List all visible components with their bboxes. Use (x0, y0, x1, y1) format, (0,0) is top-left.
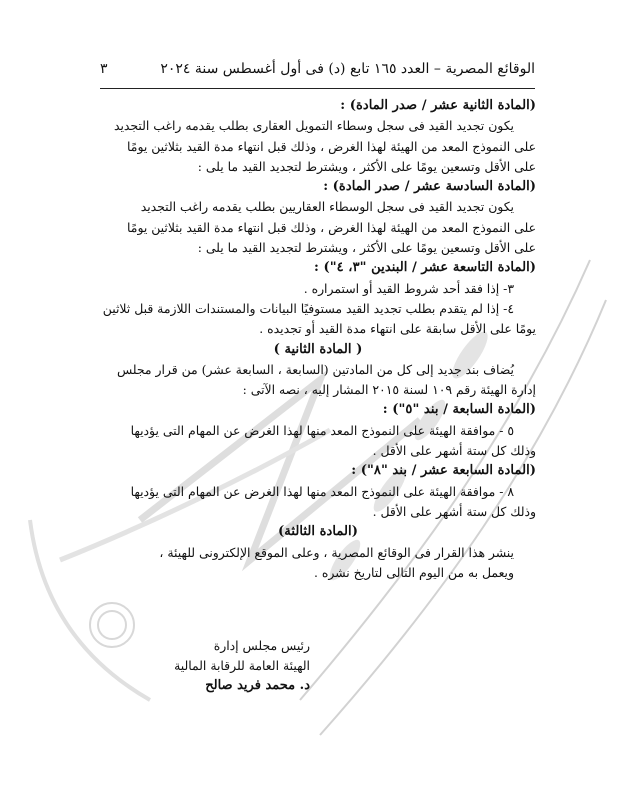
signatory-name: د. محمد فريد صالح (205, 678, 310, 693)
paragraph-line: وذلك كل ستة أشهر على الأقل . (372, 503, 536, 519)
header-title: الوقائع المصرية – العدد ١٦٥ تابع (د) فى أول أغسطس سنة ٢٠٢٤ (160, 61, 535, 77)
signatory-organization: الهيئة العامة للرقابة المالية (174, 658, 310, 673)
page-number: ٣ (100, 61, 108, 77)
paragraph-line: على النموذج المعد من الهيئة لهذا الغرض ، وذلك قبل انتهاء مدة القيد بثلاثين يومًا (127, 219, 536, 235)
paragraph-line: على الأقل وتسعين يومًا على الأكثر ، ويشترط لتجديد القيد ما يلى : (197, 158, 536, 174)
paragraph-line: ٨ - موافقة الهيئة على النموذج المعد منها لهذا الغرض عن المهام التى يؤديها (130, 483, 514, 499)
body-text (100, 96, 536, 583)
header-divider (100, 88, 535, 89)
article-heading: (المادة السابعة عشر / بند "٨") : (351, 463, 536, 479)
paragraph-line: يومًا على الأقل سابقة على انتهاء مدة القيد أو تجديده . (259, 321, 536, 337)
article-heading: (المادة السادسة عشر / صدر المادة) : (323, 179, 536, 195)
article-heading-centered: ( المادة الثانية ) (273, 341, 363, 357)
paragraph-line: وذلك كل ستة أشهر على الأقل . (372, 443, 536, 459)
article-heading: (المادة التاسعة عشر / البندين "٣، ٤") : (314, 260, 536, 276)
article-heading-centered: (المادة الثالثة) (278, 524, 358, 540)
paragraph-line: ٥ - موافقة الهيئة على النموذج المعد منها لهذا الغرض عن المهام التى يؤديها (130, 422, 514, 438)
paragraph-line: على الأقل وتسعين يومًا على الأكثر ، ويشترط لتجديد القيد ما يلى : (197, 240, 536, 256)
signature-block (100, 636, 310, 696)
paragraph-line: يُضاف بند جديد إلى كل من المادتين (السابعة ، السابعة عشر) من قرار مجلس (117, 361, 514, 377)
paragraph-line: يكون تجديد القيد فى سجل وسطاء التمويل العقارى بطلب يقدمه راغب التجديد (113, 118, 514, 134)
paragraph-line: ٣- إذا فقد أحد شروط القيد أو استمراره . (303, 280, 514, 296)
paragraph-line: ٤- إذا لم يتقدم بطلب تجديد القيد مستوفيًا البيانات والمستندات اللازمة قبل ثلاثين (102, 300, 514, 316)
signatory-role: رئيس مجلس إدارة (213, 638, 310, 653)
paragraph-line: ينشر هذا القرار فى الوقائع المصرية ، وعلى الموقع الإلكترونى للهيئة ، (159, 544, 514, 560)
paragraph-line: ويعمل به من اليوم التالى لتاريخ نشره . (313, 564, 514, 580)
paragraph-line: على النموذج المعد من الهيئة لهذا الغرض ، وذلك قبل انتهاء مدة القيد بثلاثين يومًا (127, 138, 536, 154)
article-heading: (المادة السابعة / بند "٥") : (382, 402, 536, 418)
article-heading: (المادة الثانية عشر / صدر المادة) : (340, 98, 536, 113)
page-header (100, 56, 535, 82)
paragraph-line: يكون تجديد القيد فى سجل الوسطاء العقاريين بطلب يقدمه راغب التجديد (140, 199, 514, 215)
paragraph-line: إدارة الهيئة رقم ١٠٩ لسنة ٢٠١٥ المشار إليه ، نصه الآتى : (242, 382, 536, 398)
